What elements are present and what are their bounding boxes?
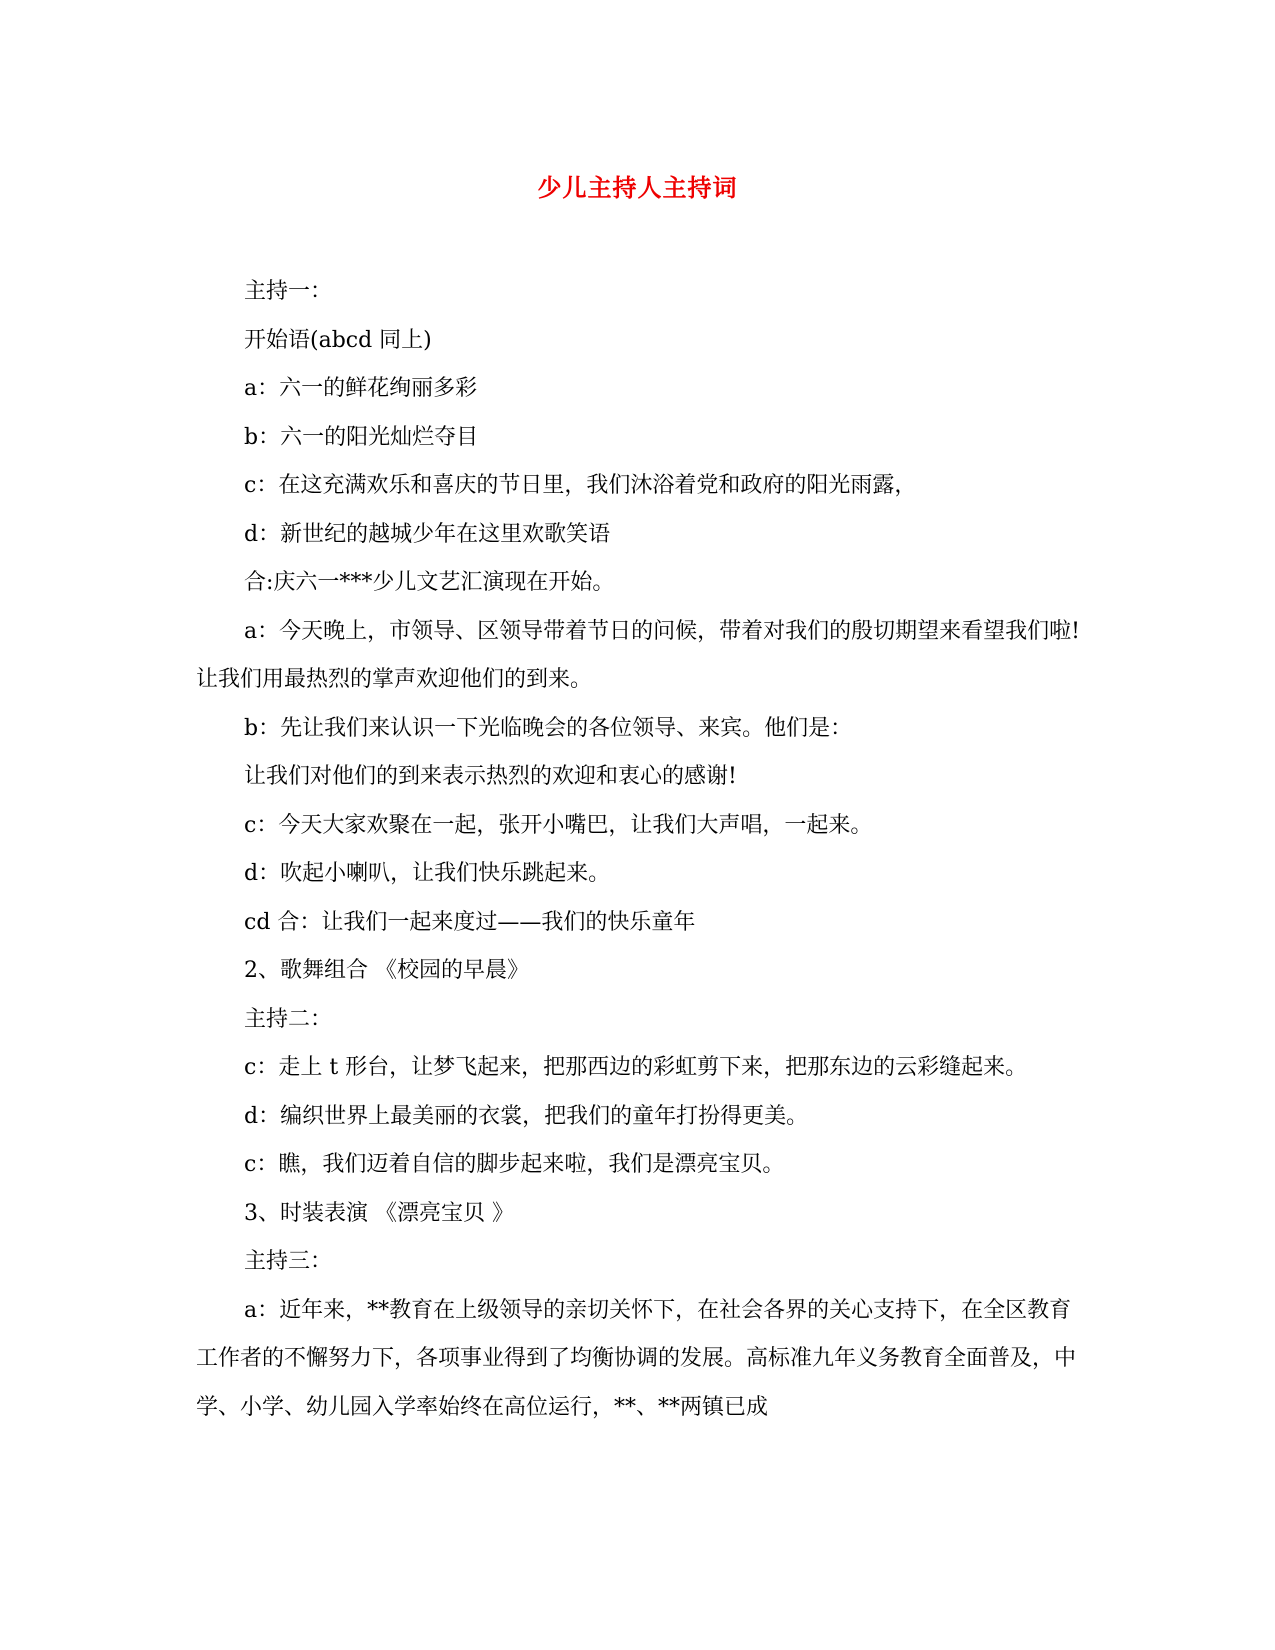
paragraph: 3、时装表演 《漂亮宝贝 》 [244,1200,514,1226]
paragraph: cd 合：让我们一起来度过——我们的快乐童年 [244,909,696,935]
paragraph: a：近年来，**教育在上级领导的亲切关怀下，在社会各界的关心支持下，在全区教育工作者的不懈努力下，各项事业得到了均衡协调的发展。高标准九年义务教育全面普及，中学、小学、幼儿园入学率始终在高位运行，**、**两镇已成 [196,1297,1077,1420]
paragraph: b：先让我们来认识一下光临晚会的各位领导、来宾。他们是： [244,715,853,741]
paragraph: 合:庆六一***少儿文艺汇演现在开始。 [244,570,615,595]
paragraph: c：瞧，我们迈着自信的脚步起来啦，我们是漂亮宝贝。 [244,1152,785,1177]
paragraph: a：今天晚上，市领导、区领导带着节日的问候，带着对我们的殷切期望来看望我们啦!让我们用最热烈的掌声欢迎他们的到来。 [196,618,1080,692]
paragraph: 主持三： [244,1249,333,1274]
paragraph: 主持一： [244,279,333,304]
paragraph: 开始语(abcd 同上) [244,327,432,353]
paragraph: d：编织世界上最美丽的衣裳，把我们的童年打扮得更美。 [244,1103,809,1129]
paragraph: d：吹起小喇叭，让我们快乐跳起来。 [244,861,611,886]
paragraph: b：六一的阳光灿烂夺目 [244,424,479,450]
paragraph: d：新世纪的越城少年在这里欢歌笑语 [244,521,611,547]
paragraph: 主持二： [244,1006,333,1032]
paragraph: c：今天大家欢聚在一起，张开小嘴巴，让我们大声唱，一起来。 [244,812,873,838]
paragraph: 2、歌舞组合 《校园的早晨》 [244,958,529,983]
document-body [196,268,1080,1432]
document-title: 少儿主持人主持词 [537,173,738,202]
paragraph: c：在这充满欢乐和喜庆的节日里，我们沐浴着党和政府的阳光雨露， [244,473,917,498]
paragraph: c：走上 t 形台，让梦飞起来，把那西边的彩虹剪下来，把那东边的云彩缝起来。 [244,1055,1028,1080]
paragraph: a：六一的鲜花绚丽多彩 [244,376,478,401]
paragraph: 让我们对他们的到来表示热烈的欢迎和衷心的感谢! [244,764,737,789]
